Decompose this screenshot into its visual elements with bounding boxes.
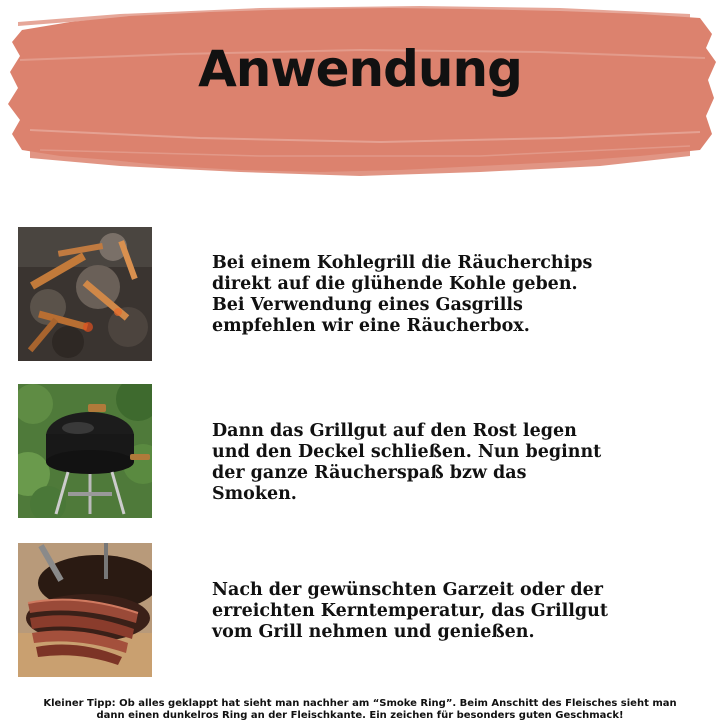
step-2-text: Dann das Grillgut auf den Rost legen und den Deckel schließen. Nun beginnt der ganze Räucherspaß bzw das Smoken. — [212, 421, 602, 504]
step-3 — [18, 543, 708, 677]
step-2 — [18, 384, 708, 518]
page-title: Anwendung — [198, 40, 522, 98]
sliced-brisket-photo — [18, 543, 152, 677]
tip-text: Kleiner Tipp: Ob alles geklappt hat sieht man nachher am “Smoke Ring”. Beim Anschitt des Fleisches sieht man dann einen dunkelros Ring an der Fleischkante. Ein zeichen für besonders guten Geschmack! — [43, 698, 677, 721]
header-banner — [0, 0, 720, 190]
step-1-text: Bei einem Kohlegrill die Räucherchips direkt auf die glühende Kohle geben. Bei Verwendung eines Gasgrills empfehlen wir eine Räucherbox. — [212, 253, 593, 336]
wood-chips-on-coals-photo — [18, 227, 152, 361]
step-1 — [18, 227, 708, 361]
kettle-grill-photo — [18, 384, 152, 518]
step-3-text: Nach der gewünschten Garzeit oder der erreichten Kerntemperatur, das Grillgut vom Grill nehmen und genießen. — [212, 580, 608, 642]
